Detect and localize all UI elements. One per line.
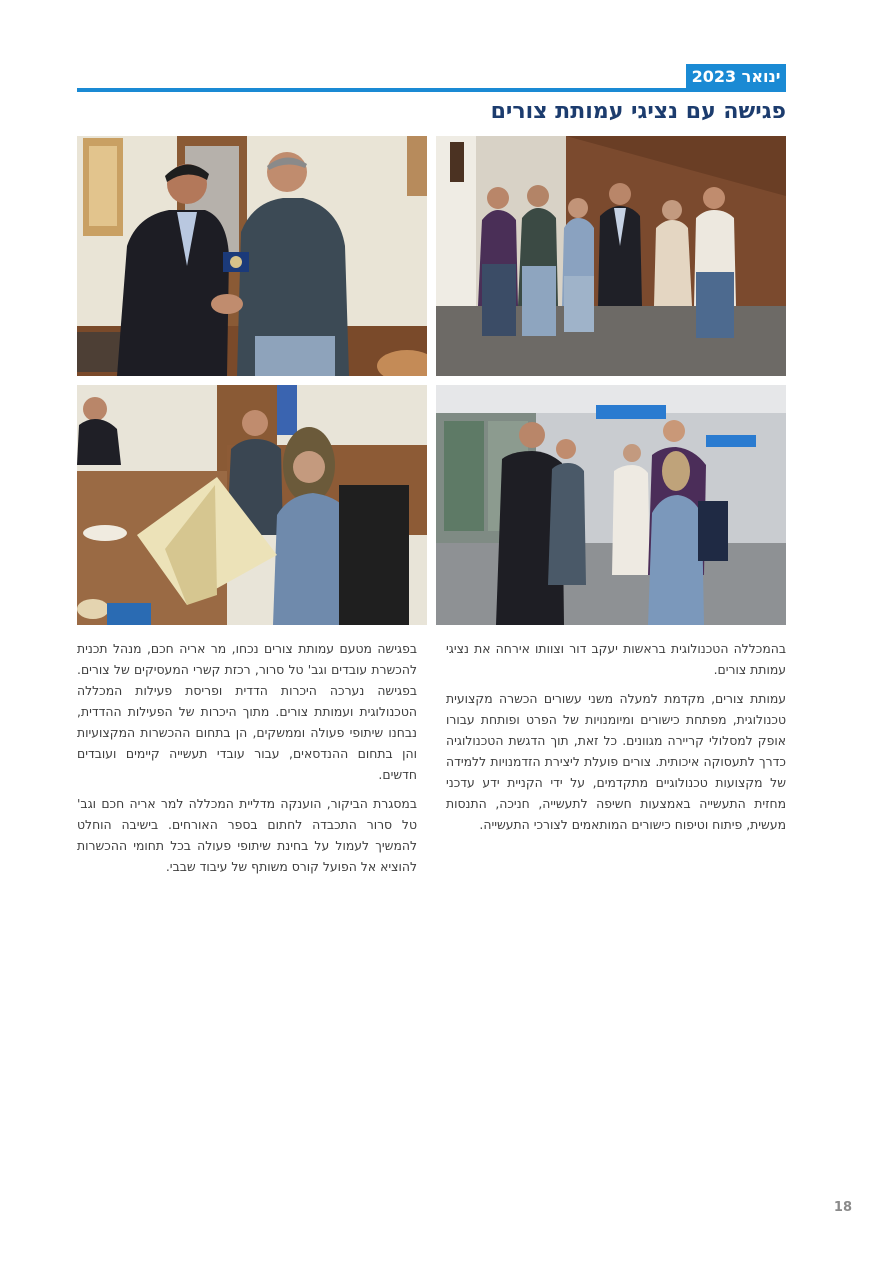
article-paragraph: עמותת צורים, מקדמת למעלה משני עשורים הכשרה מקצועית טכנולוגית, מפתחת כישורים ומיומנויות של הפרט ופותחת עבורו אופק למסלולי קריירה מגוונים. כל זאת, תוך הדגשת הטכנולוגיה כדרך לתעסוקה איכותית. צורים פועלת ליצירת הזדמנויות ללמידה של מקצועות טכנולוגיים מתקדמים, על ידי הקניית ידע עדכני מחזית התעשייה באמצעות חשיפה לתעשייה, חניכה, התנסות מעשית, פיתוח וטיפוח כישורים המותאמים לצורכי התעשייה. [446, 691, 786, 832]
photo-lobby [436, 385, 786, 625]
page-number: 18 [833, 1200, 852, 1215]
photo-handshake [77, 136, 427, 376]
photo-group [436, 136, 786, 376]
article-column-right [446, 638, 786, 843]
article-paragraph: במסגרת הביקור, הוענקה מדליית המכללה למר אריה חכם וגב' טל סרור התכבדה לחתום בספר האורחים. בישיבה הוחלט להמשיך לעמול על בחינת שיתופי פעולה בכל תחומי ההכשרות להוציא אל הפועל קורס משותף של עיבוד שבבי. [77, 796, 417, 874]
photo-guestbook [77, 385, 427, 625]
article-paragraph: בהמכללה הטכנולוגית בראשות יעקב דור וצוותו אירחה את נציגי עמותת צורים. [446, 641, 786, 677]
article-column-left [77, 638, 417, 885]
page-title: פגישה עם נציגי עמותת צורים [490, 99, 786, 124]
header-rule [77, 88, 786, 92]
article-paragraph: בפגישה מטעם עמותת צורים נכחו, מר אריה חכם, מנהל תכנית להכשרת עובדים וגב' טל סרור, רכזת קשרי המעסיקים של צורים. בפגישה נערכה היכרות הדדית ופריסת פעילות המכללה הטכנולוגית ועמותת צורים. מתוך היכרות של הפעילות ההדדית, נבחנו שיתופי פעולה וממשקים, הן בתחום ההכשרות המקצועיות והן בתחום ההנדסאים, עבור עובדי תעשייה קיימים ועובדים חדשים. [77, 641, 417, 782]
date-badge: ינואר 2023 [686, 64, 786, 90]
